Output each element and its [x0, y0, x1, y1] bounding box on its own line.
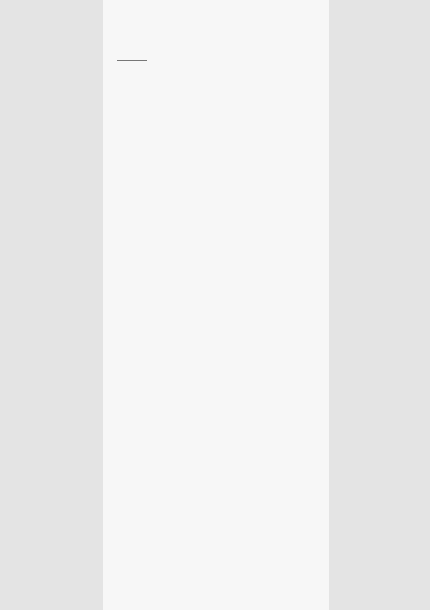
- footnote-divider: [117, 60, 147, 61]
- document-page: [103, 0, 329, 610]
